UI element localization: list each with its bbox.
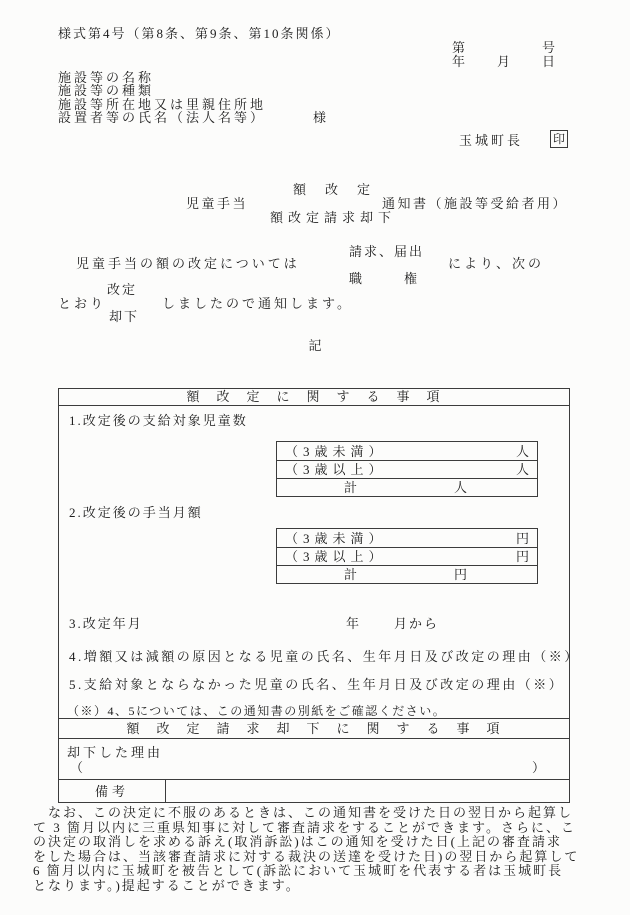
- amount-table: [276, 528, 538, 584]
- remarks-label: 備考: [94, 783, 129, 799]
- title-option-top: 額 改 定: [292, 182, 373, 197]
- body-option1-bottom-right: 権: [403, 271, 417, 286]
- section2-header: 額 改 定 請 求 却 下 に 関 す る 事 項: [59, 718, 569, 739]
- date-month-label: 月: [496, 54, 510, 69]
- footer-line: の決定の取消しを求める訴え(取消訴訟)はこの通知を受けた日(上記の審査請求: [33, 834, 562, 850]
- item-3-month-label: 月から: [394, 616, 440, 631]
- issue-number-line: [452, 41, 555, 54]
- item-2: 2.改定後の手当月額: [69, 505, 203, 520]
- table-row-total: [277, 565, 537, 583]
- seal-box: [550, 130, 568, 148]
- main-table: [58, 388, 580, 803]
- count-total-label: 計: [344, 480, 358, 495]
- body-line2-start: とおり: [58, 296, 107, 311]
- footer-line: て 3 箇月以内に三重県知事に対して審査請求をすることができます。さらに、こ: [33, 819, 576, 835]
- footer-line: をした場合は、当該審査請求に対する裁決の送達を受けた日)の翌日から起算して: [33, 848, 580, 864]
- issue-number-suffix: 号: [541, 40, 555, 55]
- body-option2-top: 改定: [107, 282, 138, 297]
- count-under3-unit: 人: [515, 443, 529, 459]
- form-number-line: 様式第4号（第8条、第9条、第10条関係）: [58, 26, 341, 41]
- title-right: 通知書（施設等受給者用）: [382, 196, 569, 211]
- seal-mark: 印: [552, 131, 565, 146]
- date-day-label: 日: [541, 54, 555, 69]
- record-mark: 記: [308, 338, 322, 353]
- issue-date-line: [452, 55, 555, 68]
- title-option-bottom: 額改定請求却下: [269, 210, 396, 225]
- item-5: 5.支給対象とならなかった児童の氏名、生年月日及び改定の理由（※）: [69, 677, 565, 692]
- item-1: 1.改定後の支給対象児童数: [69, 413, 248, 428]
- body-line2-end: しましたので通知します。: [162, 296, 353, 311]
- reject-paren-open: （: [70, 760, 84, 775]
- count-total-unit: 人: [454, 480, 468, 495]
- remarks-label-cell: [59, 780, 166, 802]
- amount-under3-label: （3歳未満）: [285, 530, 387, 546]
- count-table: [276, 441, 538, 497]
- item-3: 3.改定年月: [69, 616, 143, 631]
- footer-line: となります。)提起することができます。: [33, 877, 301, 893]
- body-option1-bottom-left: 職: [349, 271, 363, 286]
- body-option2-bottom: 却下: [109, 309, 140, 324]
- footer-line: 6 箇月以内に玉城町を被告として(訴訟において玉城町を代表する者は玉城町長: [33, 863, 564, 879]
- table-row: [277, 442, 537, 460]
- table-row-total: [277, 478, 537, 496]
- table-row: [277, 529, 537, 547]
- title-left: 児童手当: [186, 196, 249, 211]
- item-3-year-label: 年: [346, 616, 360, 631]
- section1-header: 額 改 定 に 関 す る 事 項: [59, 389, 569, 406]
- amount-under3-unit: 円: [515, 530, 529, 546]
- footer-line: なお、この決定に不服のあるときは、この通知書を受けた日の翌日から起算し: [33, 805, 574, 820]
- recipient-owner-name: 設置者等の氏名（法人名等）: [58, 110, 267, 125]
- footer-note: [33, 806, 613, 894]
- amount-over3-unit: 円: [515, 549, 529, 564]
- reject-reason-label: 却下した理由: [67, 745, 164, 760]
- issue-number-prefix: 第: [452, 40, 466, 55]
- amount-over3-label: （3歳以上）: [285, 549, 387, 564]
- body-line1-end: により、次の: [448, 256, 545, 271]
- count-under3-label: （3歳未満）: [285, 443, 387, 459]
- amount-total-unit: 円: [454, 567, 468, 582]
- item-4: 4.増額又は減額の原因となる児童の氏名、生年月日及び改定の理由（※）: [69, 649, 580, 664]
- recipient-address: 施設等所在地又は里親住所地: [58, 97, 267, 112]
- body-line1-start: 児童手当の額の改定については: [76, 256, 300, 271]
- count-over3-unit: 人: [515, 462, 529, 477]
- recipient-facility-name: 施設等の名称: [58, 70, 155, 85]
- recipient-facility-type: 施設等の種類: [58, 83, 155, 98]
- reject-paren-close: ）: [532, 760, 546, 775]
- remarks-value-cell: [167, 780, 569, 802]
- date-year-label: 年: [452, 54, 466, 69]
- asterisk-note: （※）4、5については、この通知書の別紙をご確認ください。: [67, 704, 447, 718]
- body-option1-bottom: [349, 272, 417, 285]
- issuer-name: 玉城町長: [459, 133, 524, 148]
- table-row: [277, 547, 537, 565]
- table-row: [277, 460, 537, 478]
- remarks-row: [59, 779, 569, 802]
- honorific-sama: 様: [313, 110, 327, 125]
- body-option1-top: 請求、届出: [349, 244, 425, 259]
- amount-total-label: 計: [344, 567, 358, 582]
- count-over3-label: （3歳以上）: [285, 462, 387, 477]
